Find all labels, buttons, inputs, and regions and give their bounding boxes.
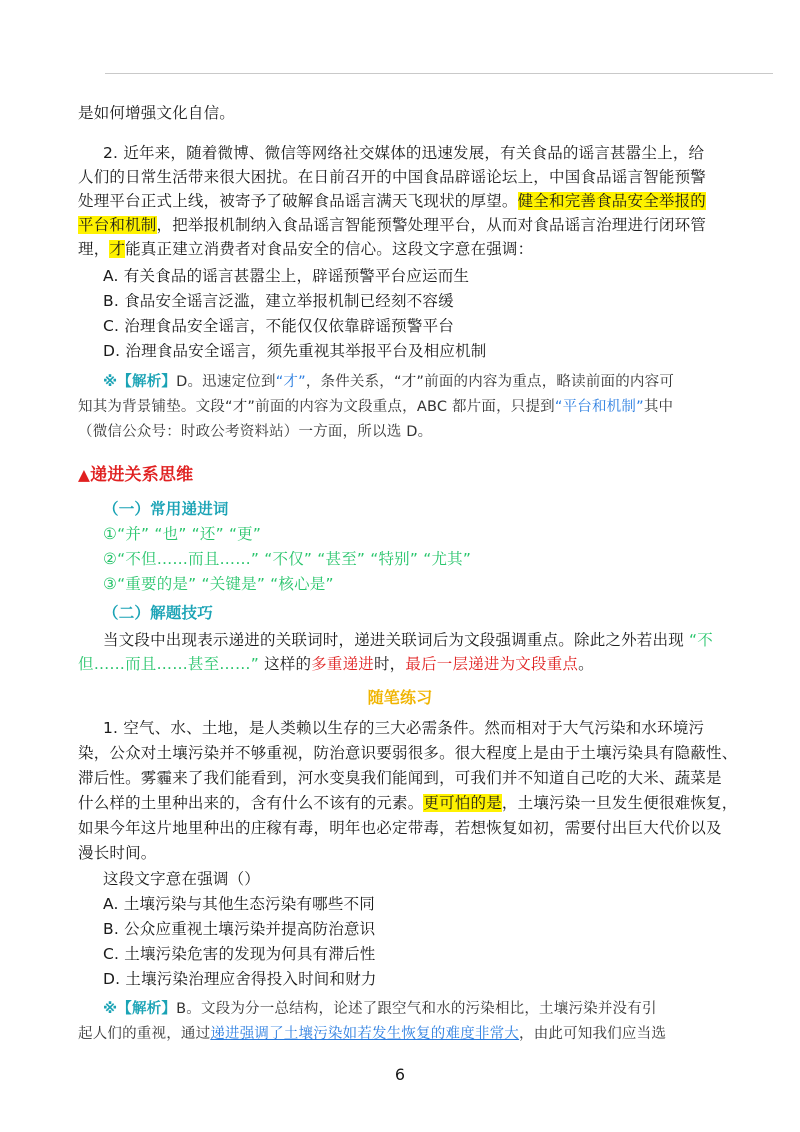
q2-text: 能真正建立消费者对食品安全的信心。这段文字意在强调： [125,240,534,258]
option-text: C. 治理食品安全谣言，不能仅仅依靠辟谣预警平台 [103,317,454,335]
tip-keyword: 但……而且……甚至……” [78,655,259,673]
option-text: D. 土壤污染治理应舍得投入时间和财力 [103,970,377,988]
practice-text: 染，公众对土壤污染并不够重视，防治意识要弱很多。很大程度上是由于土壤污染具有隐蔽性、 [78,744,738,762]
words-line-2 [103,547,743,571]
keywords: ①“并” “也” “还” “更” [103,525,262,543]
q2-analysis-3 [78,420,718,444]
analysis-text: ，条件关系，“才”前面的内容为重点，略读前面的内容可 [305,374,675,390]
q2-analysis-2 [78,395,718,419]
analysis-text: B。文段为分一总结构，论述了跟空气和水的污染相比，土壤污染并没有引 [176,1001,657,1017]
practice-line-6 [78,841,718,865]
option-text: B. 公众应重视土壤污染并提高防治意识 [103,920,376,938]
q2-analysis-1 [103,370,743,394]
q2-text: ，把举报机制纳入食品谣言智能预警处理平台，从而对食品谣言治理进行闭环管 [156,216,707,234]
option-text: A. 土壤污染与其他生态污染有哪些不同 [103,895,375,913]
practice-line-4 [78,791,738,815]
tip-text: 。 [578,655,594,673]
practice-text: 滞后性。雾霾来了我们能看到，河水变臭我们能闻到，可我们并不知道自己吃的大米、蔬菜是 [78,769,722,787]
sub-heading-1 [103,497,743,521]
practice-analysis-2 [78,1022,718,1046]
practice-option-a [103,892,743,916]
option-text: D. 治理食品安全谣言，须先重视其举报平台及相应机制 [103,342,487,360]
q2-text: 2. 近年来，随着微博、微信等网络社交媒体的迅速发展，有关食品的谣言甚嚣尘上，给 [103,144,705,162]
option-text: C. 土壤污染危害的发现为何具有滞后性 [103,945,376,963]
q2-option-d [103,339,743,363]
practice-text: 什么样的土里种出来的，含有什么不该有的元素。 [78,794,424,812]
lead-line [78,101,718,125]
practice-title [0,686,800,710]
tip-line-2 [78,652,718,676]
tip-text: 时， [373,655,406,673]
practice-question [103,867,743,891]
option-text: B. 食品安全谣言泛滥，建立举报机制已经刻不容缓 [103,292,454,310]
practice-line-2 [78,741,738,765]
practice-text: 如果今年这片地里种出的庄稼有毒，明年也必定带毒，若想恢复如初，需要付出巨大代价以及 [78,819,722,837]
practice-line-5 [78,816,722,840]
keywords: ②“不但……而且……” “不仅” “甚至” “特别” “尤其” [103,550,472,568]
sub-title: （二）解题技巧 [103,604,213,622]
practice-option-c [103,942,743,966]
q2-line-1 [103,141,743,165]
words-line-3 [103,572,743,596]
q2-highlight: 才 [109,240,126,258]
practice-text: ，土壤污染一旦发生便很难恢复， [501,794,738,812]
practice-analysis-1 [103,997,743,1021]
triangle-icon: ▲ [78,466,91,484]
words-line-1 [103,522,743,546]
analysis-text: （微信公众号：时政公考资料站）一方面，所以选 D。 [78,424,433,440]
analysis-label: ※【解析】 [103,374,177,390]
q2-line-3 [78,189,718,213]
tip-line-1 [103,628,743,652]
analysis-label: ※【解析】 [103,1001,177,1017]
q2-text: 理， [78,240,110,258]
analysis-keyword: “平台和机制” [554,399,644,415]
lead-text: 是如何增强文化自信。 [78,104,236,122]
keywords: ③“重要的是” “关键是” “核心是” [103,575,334,593]
practice-text: 漫长时间。 [78,844,157,862]
analysis-text: ，由此可知我们应当选 [519,1026,667,1042]
practice-line-3 [78,766,722,790]
q2-text: 处理平台正式上线，被寄予了破解食品谣言满天飞现状的厚望。 [78,192,518,210]
tip-emphasis: 多重递进 [311,655,374,673]
analysis-keyword: “才” [275,374,306,390]
analysis-text: D。迅速定位到 [176,374,276,390]
practice-line-1 [103,716,743,740]
option-text: A. 有关食品的谣言甚嚣尘上，辟谣预警平台应运而生 [103,267,470,285]
question-text: 这段文字意在强调（） [103,870,261,888]
tip-keyword: “不 [683,631,713,649]
sub-heading-2 [103,601,743,625]
practice-title-text: 随笔练习 [367,688,433,707]
page-number: 6 [394,1065,406,1084]
practice-text: 1. 空气、水、土地，是人类赖以生存的三大必需条件。然而相对于大气污染和水环境污 [103,719,705,737]
practice-option-b [103,917,743,941]
practice-highlight: 更可怕的是 [423,794,502,812]
analysis-text: 知其为背景铺垫。文段“才”前面的内容为文段重点，ABC 都片面，只提到 [78,399,555,415]
tip-emphasis: 最后一层递进为文段重点 [405,655,579,673]
q2-text: 人们的日常生活带来很大困扰。在日前召开的中国食品辟谣论坛上，中国食品谣言智能预警 [78,168,707,186]
analysis-text: 起人们的重视，通过 [78,1026,211,1042]
q2-line-4 [78,213,718,237]
tip-text: 这样的 [258,655,312,673]
q2-line-5 [78,237,718,261]
q2-option-c [103,314,743,338]
q2-highlight: 平台和机制 [78,216,157,234]
section-title: 递进关系思维 [90,465,194,485]
section-heading [78,463,718,487]
q2-line-2 [78,165,718,189]
q2-option-b [103,289,743,313]
analysis-keyword: 递进强调了土壤污染如若发生恢复的难度非常大 [210,1026,520,1042]
practice-option-d [103,967,743,991]
q2-option-a [103,264,743,288]
q2-highlight: 健全和完善食品安全举报的 [517,192,707,210]
header-rule [105,73,773,74]
analysis-text: 其中 [643,399,674,415]
tip-text: 当文段中出现表示递进的关联词时，递进关联词后为文段强调重点。除此之外若出现 [103,631,684,649]
sub-title: （一）常用递进词 [103,500,229,518]
